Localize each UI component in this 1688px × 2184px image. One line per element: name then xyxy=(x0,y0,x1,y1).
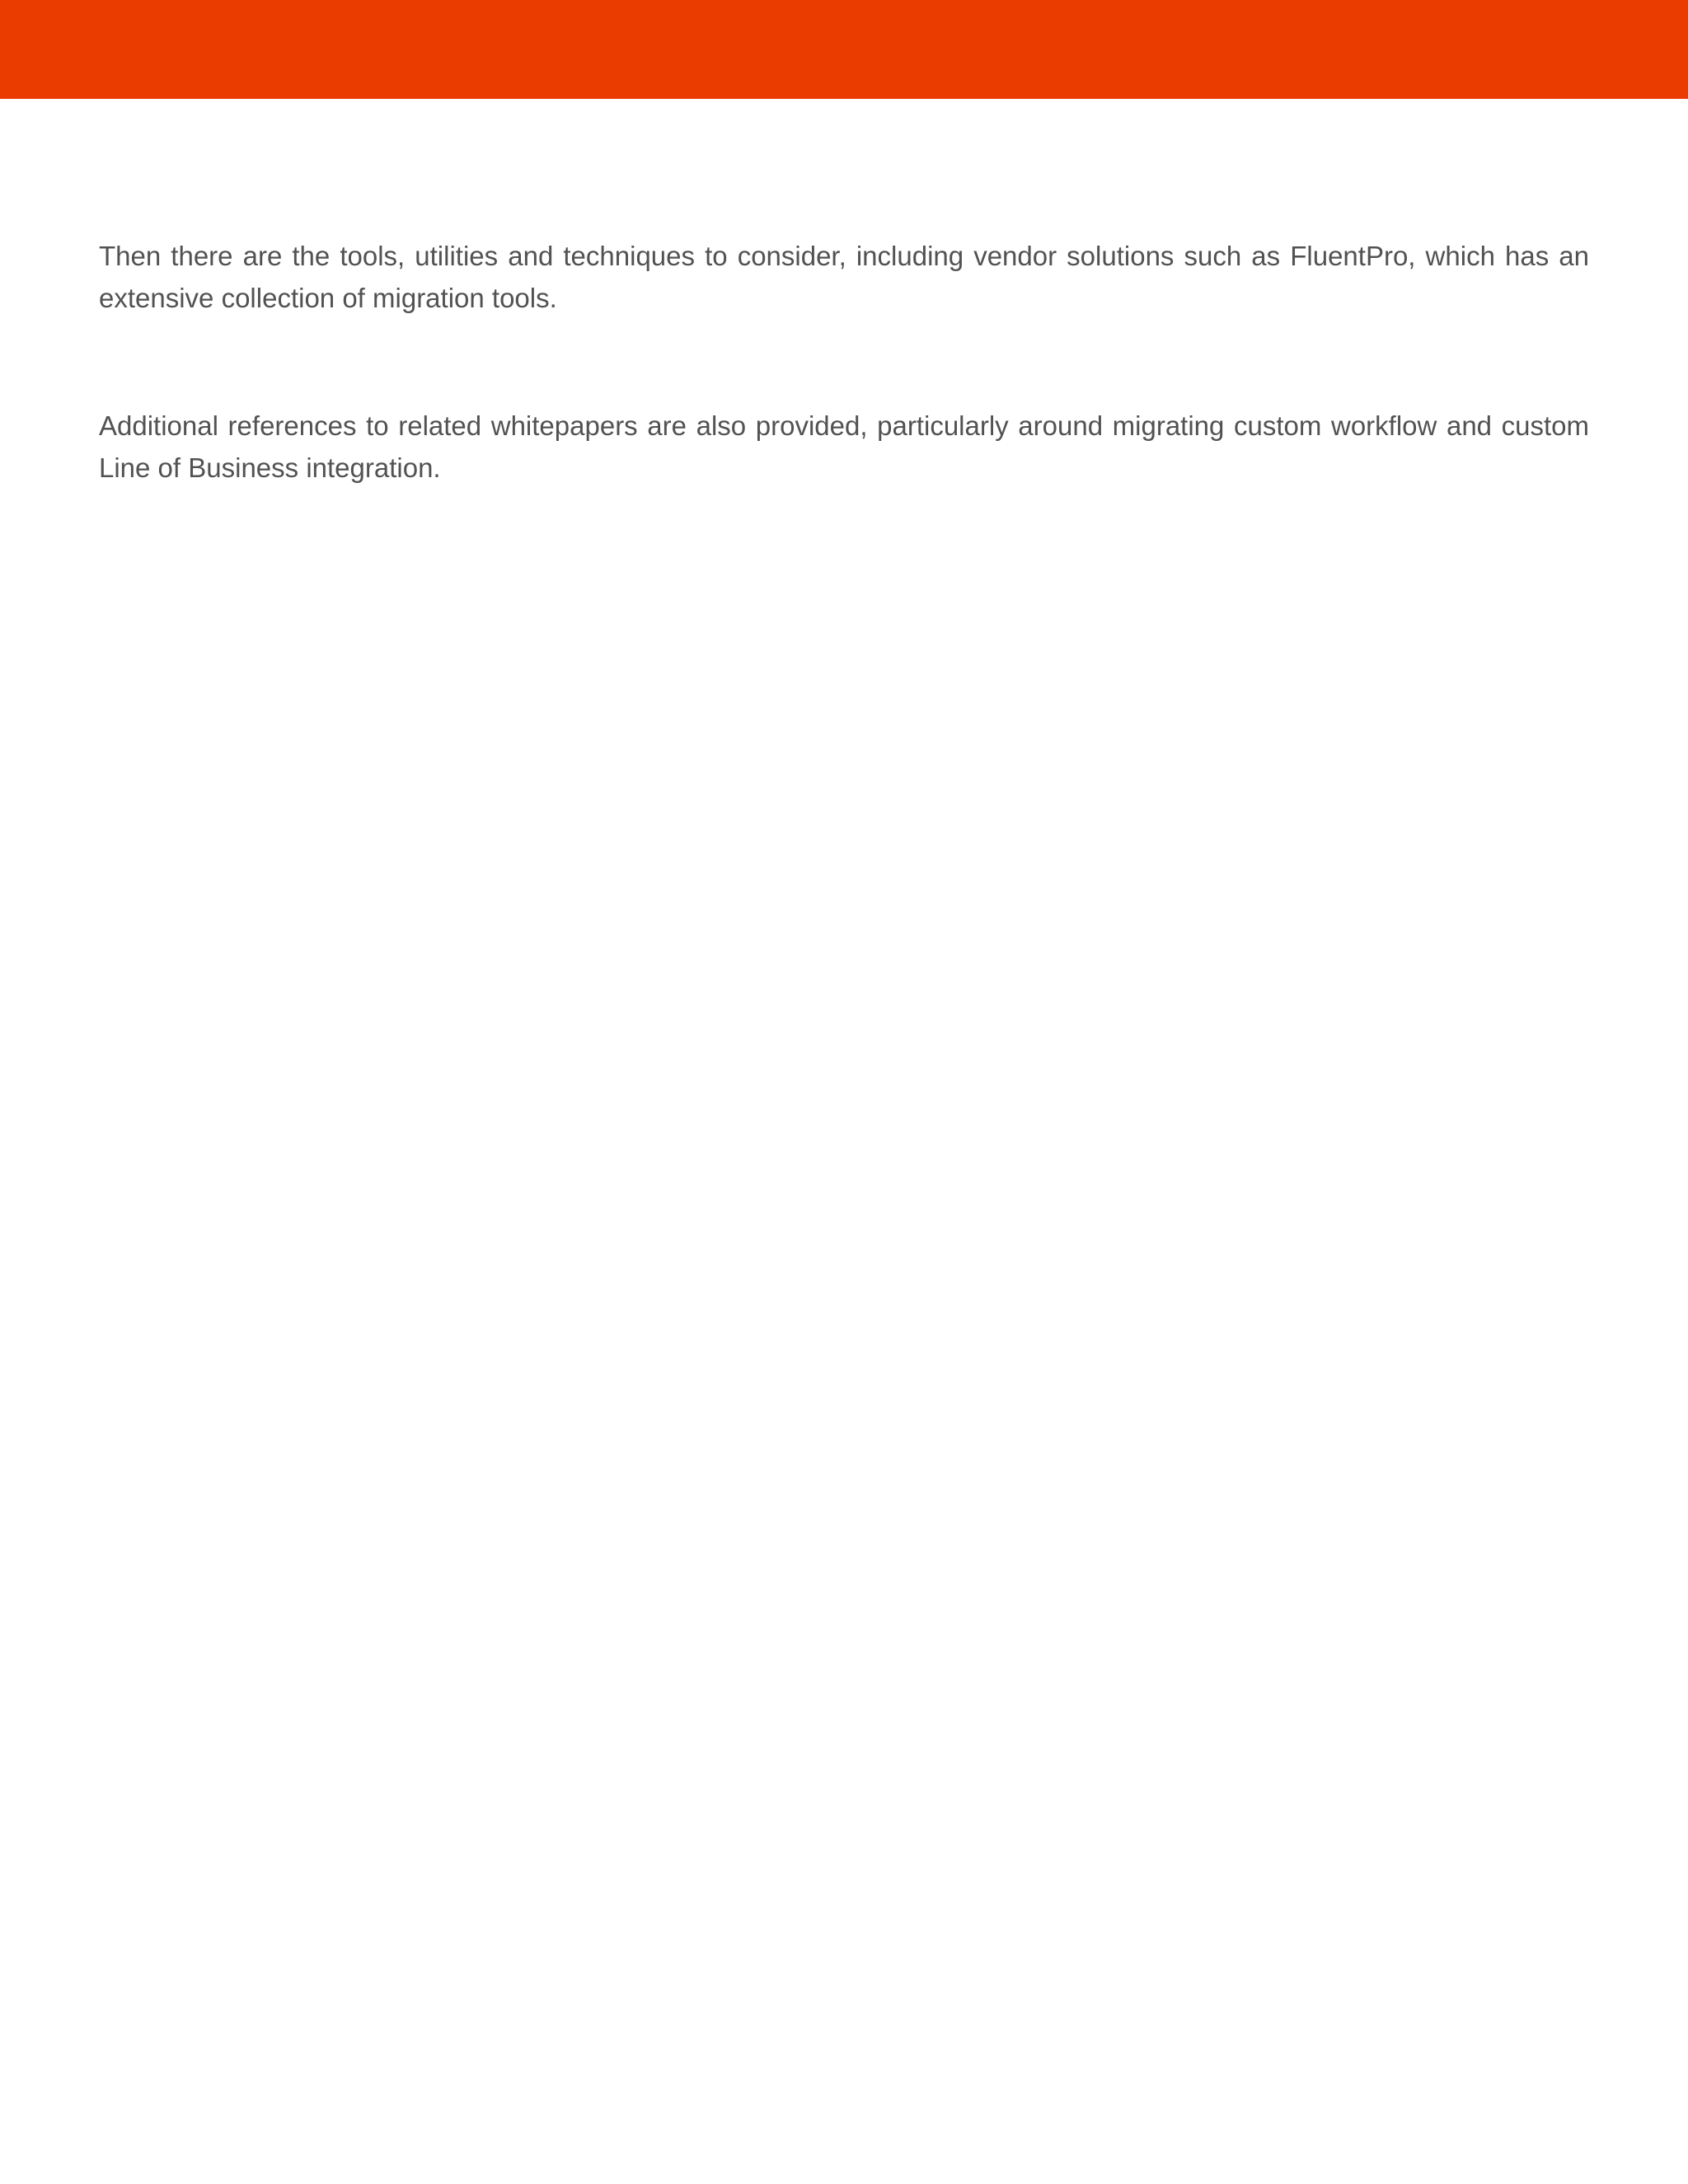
paragraph-references: Additional references to related whitepapers are also provided, particularly around migrating custom workflow and custom Line of Business integration. xyxy=(99,410,1589,483)
paragraph-tools: Then there are the tools, utilities and techniques to consider, including vendor solutions such as FluentPro, which has an extensive collection of migration tools. xyxy=(99,241,1589,313)
header-bar xyxy=(0,0,1688,99)
page-content xyxy=(99,235,1589,489)
